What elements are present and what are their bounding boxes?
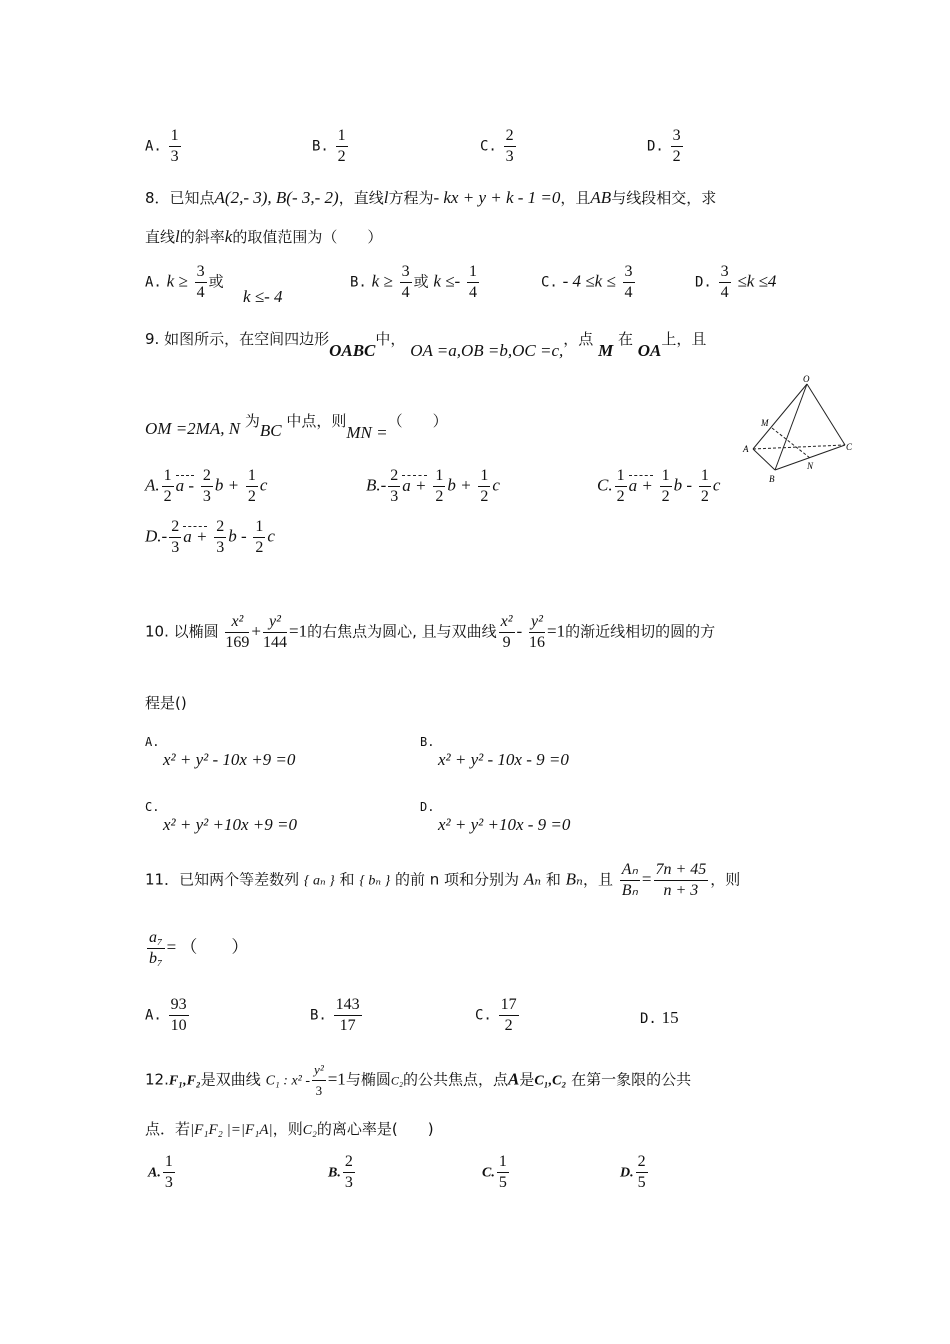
numerator: 3 — [719, 262, 731, 283]
label-c: C — [846, 442, 853, 452]
ratio-sums — [620, 860, 640, 901]
numerator: a₇ — [147, 928, 165, 949]
expr: - 4 ≤k ≤ — [562, 271, 616, 291]
q11-line-1 — [145, 860, 740, 901]
option-label: D. — [695, 274, 712, 291]
fraction — [169, 517, 181, 558]
fraction — [497, 1152, 509, 1193]
q12-ellipse: C₂ — [390, 1073, 404, 1088]
q12-line-2 — [145, 1118, 434, 1139]
denominator: 144 — [263, 634, 287, 651]
or-text: 或 — [413, 272, 429, 291]
q8-option-a-tail — [243, 287, 283, 307]
q9-oa: OA — [637, 341, 662, 360]
fraction — [214, 517, 226, 558]
q10-text: 程是() — [145, 694, 187, 712]
edge-oc — [807, 384, 845, 445]
q8-k: k — [224, 227, 233, 246]
fraction — [719, 262, 731, 303]
term: c — [492, 475, 500, 495]
q12-text: 在第一象限的公共 — [571, 1070, 692, 1089]
term: c — [259, 475, 268, 495]
q10-line-2 — [145, 692, 187, 713]
numerator: 2 — [388, 466, 400, 487]
denominator: 2 — [504, 1017, 513, 1034]
fraction — [201, 466, 213, 507]
denominator: 2 — [163, 488, 172, 505]
fraction — [195, 262, 207, 303]
equation: x² + y² +10x +9 =0 — [163, 815, 297, 834]
numerator: 1 — [162, 466, 174, 487]
q12-hyperbola: C₁ : x² - — [265, 1073, 311, 1089]
fraction — [162, 466, 174, 507]
q7-option-b-label: B. — [312, 138, 329, 155]
denominator: b₇ — [149, 950, 163, 967]
q10-option-b — [420, 732, 569, 770]
q8-option-d — [695, 262, 776, 303]
option-label: A. — [145, 1007, 162, 1024]
q8-line-l: l — [383, 188, 389, 207]
numerator: 3 — [623, 262, 635, 283]
option-label: C. — [475, 1007, 492, 1024]
denominator: 3 — [505, 148, 514, 165]
q12-line-1 — [145, 1060, 691, 1101]
q12-text: 是双曲线 — [200, 1070, 261, 1089]
q12-point-a: A — [508, 1069, 520, 1089]
q10-text: 的渐近线相切的圆的方 — [565, 622, 716, 641]
equation: x² + y² - 10x +9 =0 — [163, 750, 296, 769]
expr: k ≤- 4 — [243, 287, 283, 306]
q9-text: 上，且 — [661, 330, 707, 348]
denominator: 2 — [672, 148, 681, 165]
option-label: A. — [148, 1165, 161, 1181]
option-label: A. — [145, 475, 160, 495]
term: b - — [673, 475, 693, 495]
equation: x² + y² +10x - 9 =0 — [438, 815, 571, 834]
label-a: A — [743, 444, 749, 454]
denominator: 17 — [339, 1017, 356, 1034]
q9-text: 为 — [244, 412, 260, 430]
q7-option-b — [312, 126, 350, 167]
fraction — [699, 466, 711, 507]
q8-text: ，且 — [560, 189, 591, 207]
fraction — [400, 262, 412, 303]
q11-option-c — [475, 995, 521, 1036]
q8-text: 直线 — [145, 228, 176, 246]
expr: k ≥ — [166, 271, 188, 291]
term: a + — [402, 475, 427, 495]
q12-option-c — [482, 1152, 511, 1193]
denominator: 3 — [171, 539, 180, 556]
q9-text: 中， — [375, 330, 406, 348]
operator: + — [251, 621, 261, 641]
q10-line-1 — [145, 612, 715, 653]
q12-option-b — [328, 1152, 357, 1193]
q7-option-b-fraction — [336, 126, 348, 167]
denominator: 4 — [624, 284, 633, 301]
denominator: 4 — [401, 284, 410, 301]
term: c — [712, 475, 721, 495]
numerator: 7n + 45 — [654, 860, 709, 881]
ratio-expression — [654, 860, 709, 901]
numerator: 1 — [660, 466, 672, 487]
q7-option-c-fraction — [504, 126, 516, 167]
hyperbola-term-y — [529, 612, 545, 653]
q8-text: ，直线 — [338, 189, 384, 207]
equals: =1 — [327, 1069, 346, 1089]
term: b - — [228, 526, 247, 546]
q9-text: （ ） — [387, 412, 448, 430]
label-o: O — [803, 374, 810, 384]
option-label: C. — [482, 1165, 495, 1181]
fraction — [433, 466, 445, 507]
fraction — [499, 995, 519, 1036]
denominator: 2 — [700, 488, 709, 505]
expr: k ≤- — [433, 271, 461, 291]
equals: =1 — [289, 621, 308, 641]
option-label: A. — [145, 274, 162, 291]
numerator: Aₙ — [620, 860, 640, 881]
fraction — [163, 1152, 175, 1193]
denominator: 3 — [216, 539, 225, 556]
term: c — [267, 526, 275, 546]
equals: = — [641, 869, 652, 889]
label-m: M — [761, 418, 769, 428]
fraction — [623, 262, 635, 303]
q9-oabc: OABC — [329, 341, 376, 360]
numerator: 1 — [478, 466, 490, 487]
expr: k ≥ — [371, 271, 393, 291]
q9-text: 在 — [617, 330, 633, 348]
option-label: B. — [420, 735, 435, 749]
q11-text: 11．已知两个等差数列 — [145, 870, 300, 889]
numerator: 1 — [467, 262, 479, 283]
numerator: 1 — [699, 466, 711, 487]
fraction — [169, 995, 189, 1036]
q9-text: 中点，则 — [286, 412, 347, 430]
denominator: 2 — [337, 148, 346, 165]
q7-option-a-label: A. — [145, 138, 162, 155]
q8-segment-ab: AB — [590, 188, 612, 207]
sequence-a: { aₙ } — [303, 873, 335, 889]
denominator: 169 — [225, 634, 250, 651]
fraction — [253, 517, 265, 558]
q12-text: 的公共焦点，点 — [403, 1070, 509, 1089]
option-label: B. — [328, 1165, 341, 1181]
q10-option-c — [145, 797, 297, 835]
segment-mn — [772, 428, 810, 458]
q8-equation: - kx + y + k - 1 =0 — [433, 188, 561, 207]
q9-option-a — [145, 466, 267, 507]
denominator: 2 — [435, 488, 444, 505]
fraction — [467, 262, 479, 303]
denominator: 5 — [637, 1174, 646, 1191]
denominator: n + 3 — [663, 882, 699, 899]
numerator: 1 — [163, 1152, 175, 1173]
equals: = （ ） — [166, 937, 249, 957]
fraction — [343, 1152, 355, 1193]
numerator: 1 — [615, 466, 627, 487]
numerator: y² — [263, 612, 287, 633]
sum-a: Aₙ — [523, 869, 542, 889]
numerator: 2 — [636, 1152, 648, 1173]
q9-vectors: OA =a,OB =b,OC =c, — [410, 341, 564, 360]
q11-text: 的前 n 项和分别为 — [394, 870, 520, 889]
denominator: 3 — [170, 148, 179, 165]
term: b + — [214, 475, 240, 495]
fraction — [636, 1152, 648, 1193]
denominator: 3 — [202, 488, 211, 505]
denominator: 2 — [480, 488, 489, 505]
denominator: 2 — [616, 488, 625, 505]
denominator: 2 — [661, 488, 670, 505]
q11-text: ，且 — [582, 870, 613, 889]
term: a - — [175, 475, 195, 495]
numerator: 1 — [497, 1152, 509, 1173]
numerator: 2 — [214, 517, 226, 538]
q8-text: 与线段相交，求 — [611, 189, 717, 207]
q11-line-2 — [145, 928, 248, 969]
label-n: N — [807, 461, 814, 471]
q9-line-1 — [145, 328, 707, 360]
operator: - — [516, 621, 523, 641]
or-text: 或 — [208, 272, 224, 291]
q8-line-l: l — [175, 227, 180, 246]
q7-option-a — [145, 126, 183, 167]
q12-text: 12. — [145, 1070, 169, 1089]
denominator: 2 — [255, 539, 264, 556]
q9-option-c — [597, 466, 720, 507]
edge-ac — [753, 445, 845, 449]
q12-ellipse: C₂ — [302, 1123, 317, 1138]
q11-text: 和 — [339, 870, 355, 889]
q8-text: 8．已知点 — [145, 189, 215, 207]
q9-text: 9. 如图所示，在空间四边形 — [145, 330, 330, 348]
q7-option-d-label: D. — [647, 138, 664, 155]
denominator: 3 — [390, 488, 399, 505]
q9-mn: MN = — [346, 423, 388, 442]
q12-foci: F₁,F₂ — [168, 1073, 201, 1089]
q8-points: A(2,- 3), B(- 3,- 2) — [214, 188, 339, 207]
sum-b: Bₙ — [565, 869, 583, 889]
q8-option-c — [541, 262, 637, 303]
q11-option-d — [640, 1008, 679, 1028]
q8-text: 的斜率 — [179, 228, 225, 246]
q12-text: 的离心率是( ) — [316, 1120, 434, 1138]
q7-option-d — [647, 126, 685, 167]
q9-option-b — [366, 466, 500, 507]
q9-condition: OM =2MA, N — [145, 419, 241, 438]
ellipse-term-x — [225, 612, 249, 653]
denominator: 3 — [315, 1083, 323, 1098]
option-label: D. — [620, 1165, 634, 1181]
option-label: C. — [541, 274, 558, 291]
equals: =1 — [547, 621, 566, 641]
option-label: D. — [640, 1011, 657, 1027]
q9-option-d — [145, 517, 275, 558]
numerator: x² — [499, 612, 515, 633]
fraction — [660, 466, 672, 507]
numerator: 2 — [201, 466, 213, 487]
q12-text: 是 — [519, 1070, 535, 1089]
denominator: 16 — [529, 634, 545, 651]
numerator: 1 — [336, 126, 348, 147]
numerator: 3 — [400, 262, 412, 283]
edge-ab — [753, 449, 775, 470]
equation: x² + y² - 10x - 9 =0 — [438, 750, 569, 769]
expr: ≤k ≤4 — [737, 271, 777, 291]
sequence-b: { bₙ } — [359, 873, 391, 889]
numerator: 1 — [246, 466, 258, 487]
q8-line-2 — [145, 226, 382, 247]
option-label: D. — [420, 800, 435, 814]
numerator: y² — [529, 612, 545, 633]
q10-text: 10. 以椭圆 — [145, 622, 219, 641]
q12-condition: |F₁F₂ |=|F₁A| — [190, 1122, 273, 1138]
q8-text: 方程为 — [388, 189, 434, 207]
option-label: B. — [350, 274, 367, 291]
fraction — [615, 466, 627, 507]
ratio-terms — [147, 928, 165, 969]
q11-option-b — [310, 995, 364, 1036]
q12-text: 与椭圆 — [345, 1070, 391, 1089]
edge-ob — [775, 384, 807, 470]
q8-option-b — [350, 262, 481, 303]
term: a + — [628, 475, 653, 495]
q12-text: 点．若 — [145, 1120, 191, 1138]
q11-text: ，则 — [710, 870, 741, 889]
q8-text: 的取值范围为（ ） — [232, 228, 383, 246]
numerator: 17 — [499, 995, 519, 1016]
numerator: x² — [225, 612, 249, 633]
q11-option-a — [145, 995, 191, 1036]
denominator: 9 — [502, 634, 511, 651]
q7-option-c-label: C. — [480, 138, 497, 155]
option-label: C. — [597, 475, 613, 495]
q9-text: ，点 — [563, 330, 594, 348]
q12-curves: C₁,C₂ — [534, 1073, 567, 1089]
q11-text: 和 — [545, 870, 561, 889]
q8-line-1 — [145, 187, 716, 208]
numerator: 2 — [343, 1152, 355, 1173]
numerator: y² — [312, 1060, 326, 1081]
ellipse-term-y — [263, 612, 287, 653]
fraction — [246, 466, 258, 507]
edge-oa — [753, 384, 807, 449]
denominator: 3 — [344, 1174, 353, 1191]
numerator: 1 — [169, 126, 181, 147]
q7-option-c — [480, 126, 518, 167]
label-b: B — [769, 474, 775, 484]
denominator: Bₙ — [621, 882, 638, 899]
q8-option-a — [145, 262, 224, 303]
hyperbola-term-x — [499, 612, 515, 653]
q10-text: 的右焦点为圆心, 且与双曲线 — [307, 622, 497, 641]
term: a + — [183, 526, 208, 546]
q10-option-d — [420, 797, 570, 835]
q9-point-m: M — [598, 341, 614, 360]
term: b + — [447, 475, 472, 495]
numerator: 1 — [253, 517, 265, 538]
numerator: 2 — [504, 126, 516, 147]
value: 15 — [661, 1008, 679, 1027]
option-label: B.- — [366, 475, 387, 495]
option-label: B. — [310, 1007, 327, 1024]
fraction — [388, 466, 400, 507]
numerator: 1 — [433, 466, 445, 487]
fraction — [478, 466, 490, 507]
numerator: 93 — [169, 995, 189, 1016]
q9-bc: BC — [259, 421, 282, 440]
q12-text: ，则 — [272, 1120, 303, 1138]
denominator: 5 — [498, 1174, 507, 1191]
denominator: 4 — [720, 284, 729, 301]
denominator: 3 — [164, 1174, 173, 1191]
denominator: 10 — [170, 1017, 187, 1034]
option-label: A. — [145, 735, 160, 749]
q7-option-d-fraction — [671, 126, 683, 167]
numerator: 3 — [195, 262, 207, 283]
numerator: 143 — [334, 995, 362, 1016]
option-label: D.- — [145, 526, 168, 546]
q9-tetrahedron-figure — [735, 372, 865, 492]
q12-option-d — [620, 1152, 650, 1193]
denominator: 2 — [247, 488, 256, 505]
q12-option-a — [148, 1152, 177, 1193]
denominator: 4 — [468, 284, 477, 301]
option-label: C. — [145, 800, 160, 814]
q7-option-a-fraction — [169, 126, 181, 167]
denominator: 4 — [196, 284, 205, 301]
q9-line-2 — [145, 410, 448, 442]
q10-option-a — [145, 732, 295, 770]
fraction — [334, 995, 362, 1036]
numerator: 3 — [671, 126, 683, 147]
numerator: 2 — [169, 517, 181, 538]
fraction — [312, 1060, 326, 1101]
